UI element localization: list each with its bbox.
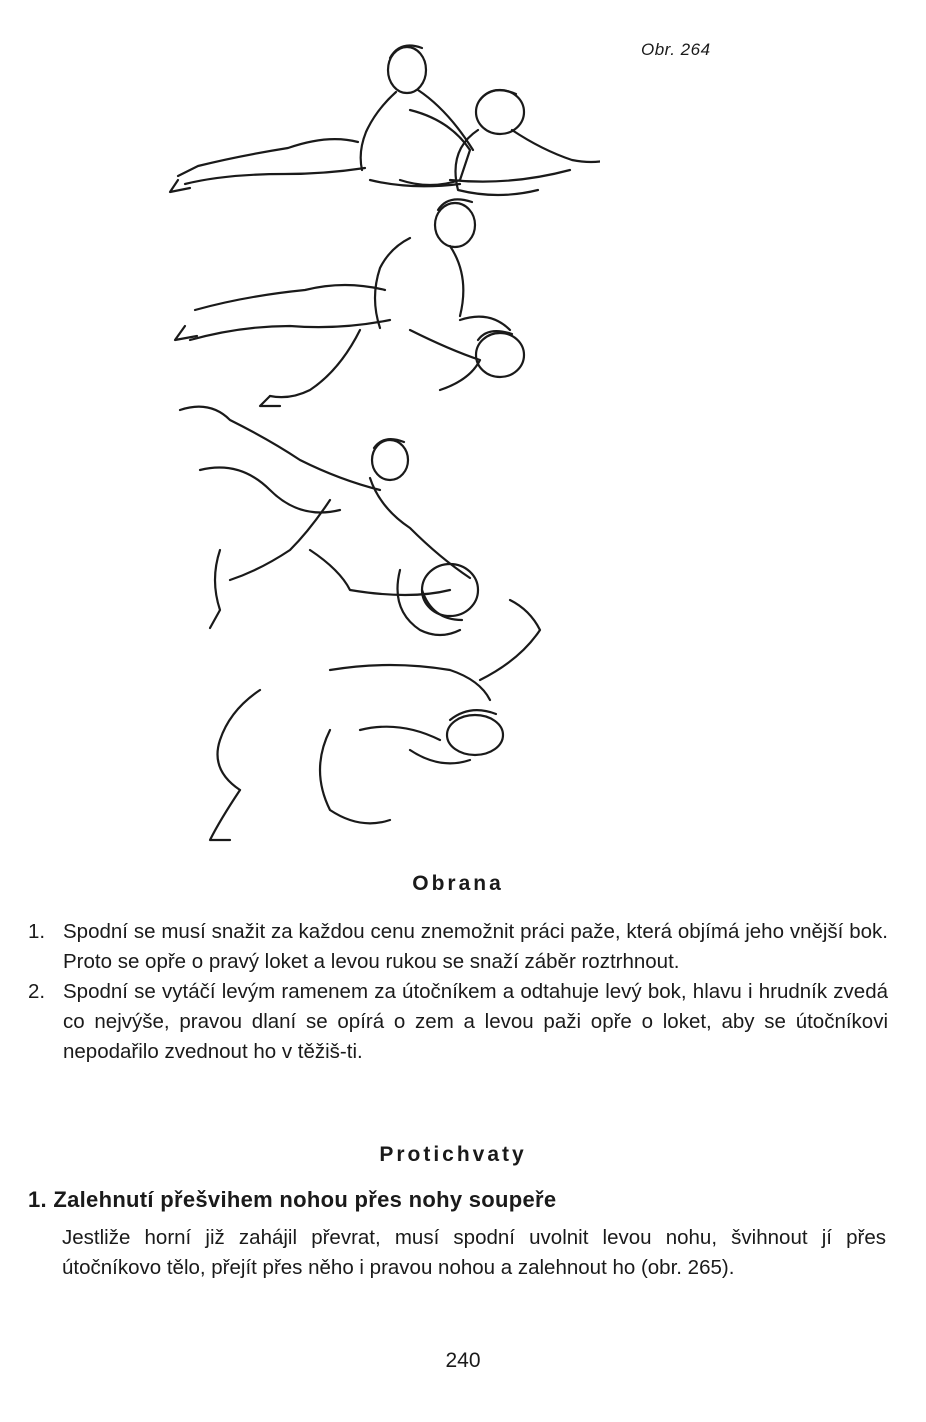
section-heading-obrana: Obrana: [412, 872, 504, 895]
page-number: 240: [445, 1349, 481, 1372]
list-item: [28, 917, 888, 977]
defense-list: [28, 917, 888, 1067]
list-item: [28, 977, 888, 1067]
scene-3: [180, 407, 478, 635]
item-text: Spodní se vytáčí levým ramenem za útočníkem a odtahuje levý bok, hlavu i hrudník zvedá co nejvýše, pravou dlaní se opírá o zem a levou paži opře o loket, aby se útočníkovi nepodařilo zvednout ho v těžiš-ti.: [63, 980, 888, 1063]
item-text: Spodní se musí snažit za každou cenu znemožnit práci paže, která objímá jeho vnější bok. Proto se opře o pravý loket a levou rukou se snaží záběr roztrhnout.: [63, 920, 888, 973]
subsection-title: 1. Zalehnutí přešvihem nohou přes nohy soupeře: [28, 1187, 557, 1212]
wrestling-illustration: [160, 30, 600, 850]
figure-label: Obr. 264: [641, 40, 711, 59]
body-paragraph: Jestliže horní již zahájil převrat, musí spodní uvolnit levou nohu, švihnout jí přes útočníkovo tělo, přejít přes něho i pravou nohou a zalehnout ho (obr. 265).: [62, 1226, 886, 1279]
scene-4: [210, 600, 540, 840]
scene-1: [170, 46, 600, 195]
scene-2: [175, 199, 524, 406]
section-heading-protichvaty: Protichvaty: [379, 1143, 527, 1166]
item-number: 1.: [28, 920, 46, 943]
item-number: 2.: [28, 980, 46, 1003]
